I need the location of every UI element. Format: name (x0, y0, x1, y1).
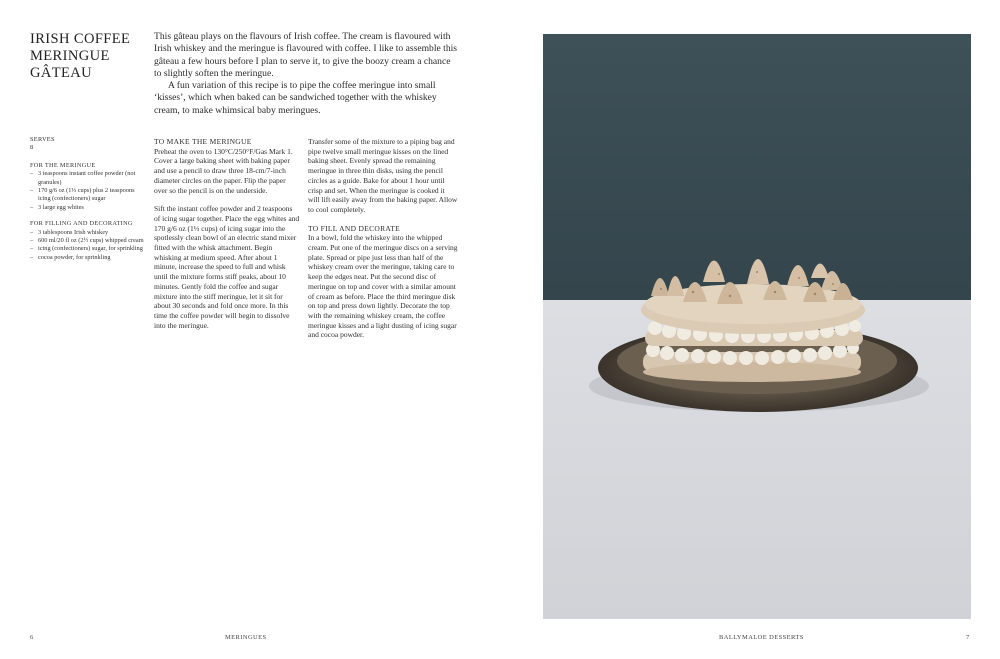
filling-ingredients-list (30, 229, 148, 263)
title-line-1: IRISH COFFEE (30, 31, 131, 47)
filling-ingredients-label: FOR FILLING AND DECORATING (30, 220, 133, 228)
serves-value: 8 (30, 144, 34, 152)
method-column-1 (154, 137, 300, 330)
ingredient-item: – 3 teaspoons instant coffee powder (not granules) (30, 170, 148, 187)
left-page-number: 6 (30, 634, 34, 641)
intro-paragraph-1: This gâteau plays on the flavours of Irish coffee. The cream is flavoured with Irish whiskey and the meringue is flavoured with coffee. I like to assemble this gâteau a few hours before I plan to serve it, to give the boozy cream a chance to slightly soften the meringue. (154, 31, 458, 79)
method-heading-meringue: TO MAKE THE MERINGUE (154, 137, 252, 146)
gateau-illustration (543, 34, 971, 619)
serves-label: SERVES (30, 136, 55, 143)
recipe-title (30, 31, 150, 82)
method-step: Sift the instant coffee powder and 2 teaspoons of icing sugar together. Place the egg whites and 170 g/6 oz (1⅓ cups) of icing sugar into the spotlessly clean bowl of an electric stand mixer fitted with the whisk attachment. Begin whisking at medium speed. After about 1 minute, increase the speed to full and whisk until the mixture forms stiff peaks, about 10 minutes. Gently fold the coffee and sugar mixture into the stiff meringue, let it sit for about 30 seconds and fold once more. In this time the coffee powder will begin to dissolve into the meringue. (154, 204, 300, 330)
method-step: Preheat the oven to 130°C/250°F/Gas Mark 1. Cover a large baking sheet with baking paper and use a pencil to draw three 18-cm/7-inch diameter circles on the paper. Flip the paper over so the pencil is on the underside. (154, 146, 293, 195)
ingredient-item: – cocoa powder, for sprinkling (30, 254, 148, 262)
ingredient-item: – 3 tablespoons Irish whiskey (30, 229, 148, 237)
ingredient-item: – 3 large egg whites (30, 204, 148, 212)
ingredient-item: – icing (confectioners) sugar, for sprinkling (30, 245, 148, 253)
title-line-2: MERINGUE (30, 48, 110, 64)
gateau-photo (543, 34, 971, 619)
intro-paragraph-2: A fun variation of this recipe is to pipe the coffee meringue into small ‘kisses’, which when baked can be sandwiched together with the whiskey cream, to make whimsical baby meringues. (154, 80, 437, 116)
recipe-intro (154, 31, 459, 117)
method-step: In a bowl, fold the whiskey into the whipped cream. Put one of the meringue discs on a serving plate. Spread or pipe just less than half of the whiskey cream over the meringue, taking care to keep the edges neat. Put the second disc of meringue on top and cover with a similar amount of cream as before. Place the third meringue disk on top and press down lightly. Decorate the top with the remaining whiskey cream, the coffee meringue kisses and a light dusting of icing sugar and cocoa powder. (308, 233, 458, 340)
method-heading-fill: TO FILL AND DECORATE (308, 223, 401, 233)
method-column-2 (308, 137, 458, 340)
title-line-3: GÂTEAU (30, 65, 93, 81)
left-running-head: MERINGUES (225, 634, 267, 641)
ingredient-item: – 170 g/6 oz (1⅓ cups) plus 2 teaspoons icing (confectioners) sugar (30, 187, 148, 204)
right-running-head: BALLYMALOE DESSERTS (719, 634, 804, 641)
method-step: Transfer some of the mixture to a piping bag and pipe twelve small meringue kisses on the lined baking sheet. Evenly spread the remaining meringue in three thin disks, using the pencil circles as a guide. Bake for about 1 hour until crisp and set. When the meringue is cooked it will lift easily away from the baking paper. Allow to cool completely. (308, 137, 458, 214)
ingredient-item: – 600 ml/20 fl oz (2½ cups) whipped cream (30, 237, 148, 245)
ingredients-sidebar (30, 136, 148, 262)
right-page-number: 7 (966, 634, 970, 641)
meringue-ingredients-list (30, 170, 148, 212)
meringue-ingredients-label: FOR THE MERINGUE (30, 161, 96, 169)
